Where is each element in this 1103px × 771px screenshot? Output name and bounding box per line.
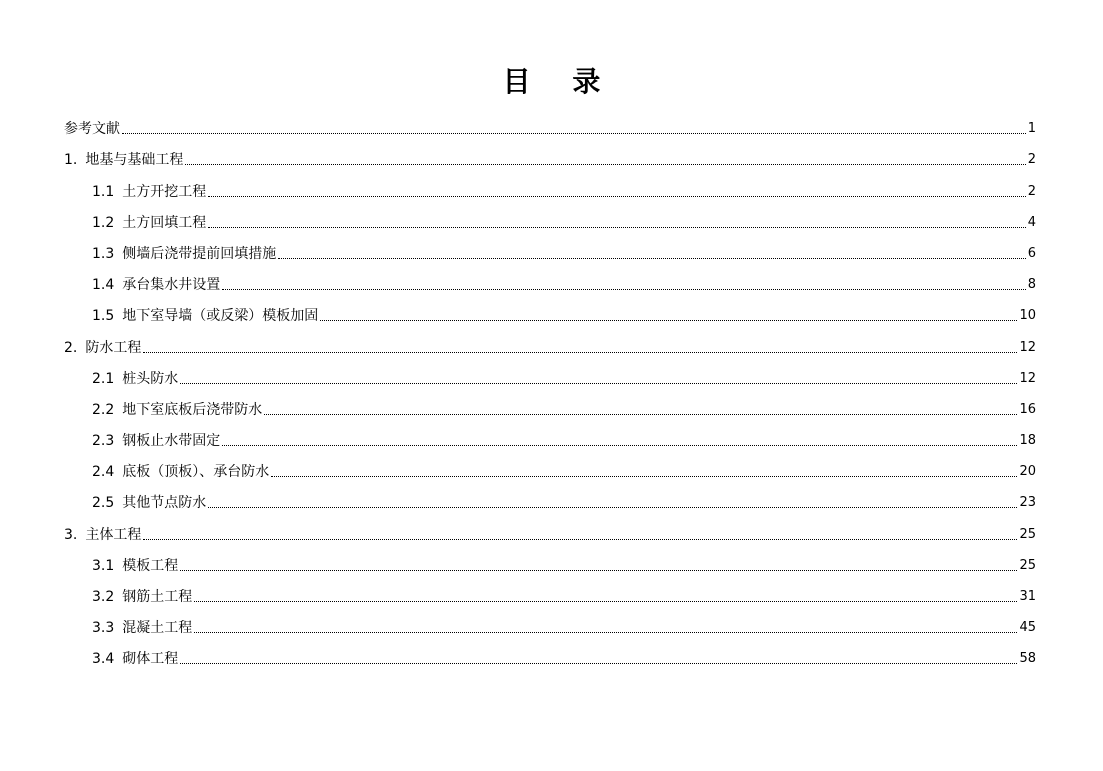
toc-entry-label: [92, 245, 276, 263]
toc-section-number: 1.3: [92, 245, 115, 262]
toc-entry-text: 土方开挖工程: [122, 183, 207, 200]
toc-leader-dots: [185, 164, 1025, 165]
toc-leader-dots: [208, 196, 1025, 197]
toc-entry-label: [92, 432, 220, 450]
toc-entry-label: [92, 650, 178, 668]
toc-leader-dots: [180, 383, 1017, 384]
toc-entry-text: 钢筋土工程: [122, 589, 193, 605]
toc-entry-text: 参考文献: [64, 121, 120, 138]
toc-page-number: 45: [1019, 620, 1036, 636]
toc-page-number: 18: [1019, 433, 1036, 449]
toc-section-number: 1.4: [92, 277, 115, 294]
toc-entry-text: 防水工程: [85, 339, 142, 356]
toc-page-number: 58: [1019, 651, 1036, 667]
toc-entry-text: 桩头防水: [122, 370, 179, 387]
toc-entry[interactable]: [64, 512, 1036, 543]
toc-entry-label: [64, 526, 141, 544]
toc-page-number: 20: [1019, 464, 1036, 480]
toc-leader-dots: [222, 289, 1025, 290]
toc-leader-dots: [208, 507, 1017, 508]
toc-entry[interactable]: [64, 637, 1036, 668]
toc-section-number: 1.5: [92, 308, 115, 325]
toc-entry[interactable]: [64, 544, 1036, 575]
toc-section-number: 3.: [64, 526, 78, 543]
toc-entry-label: [92, 494, 206, 512]
toc-entry[interactable]: [64, 138, 1036, 169]
toc-leader-dots: [264, 414, 1017, 415]
toc-leader-dots: [271, 476, 1017, 477]
toc-entry-text: 承台集水井设置: [122, 277, 221, 294]
toc-entry[interactable]: [64, 107, 1036, 138]
toc-section-number: 3.3: [92, 620, 115, 637]
toc-section-number: 2.3: [92, 433, 115, 450]
toc-entry[interactable]: [64, 294, 1036, 325]
toc-entry-text: 主体工程: [85, 526, 142, 543]
toc-page-number: 12: [1019, 339, 1036, 355]
toc-entry[interactable]: [64, 419, 1036, 450]
toc-entry-text: 地下室导墙（或反梁）模板加固: [122, 308, 319, 325]
toc-page-number: 31: [1019, 589, 1036, 604]
toc-leader-dots: [278, 258, 1025, 259]
toc-entry[interactable]: [64, 232, 1036, 263]
toc-page-number: 23: [1019, 495, 1036, 511]
toc-entry-text: 地下室底板后浇带防水: [122, 401, 263, 418]
toc-entry-label: [64, 120, 120, 138]
toc-leader-dots: [143, 352, 1017, 353]
toc-page-number: 4: [1027, 214, 1036, 230]
toc-leader-dots: [222, 445, 1017, 446]
toc-page-number: 12: [1019, 370, 1036, 386]
toc-entry-text: 砌体工程: [122, 651, 179, 668]
toc-page-number: 2: [1027, 183, 1036, 199]
toc-entry-text: 其他节点防水: [122, 495, 207, 512]
toc-entry-label: [92, 619, 192, 637]
toc-entry[interactable]: [64, 357, 1036, 388]
toc-entry[interactable]: [64, 169, 1036, 200]
toc-entry-text: 底板（顶板）、承台防水: [122, 464, 270, 481]
toc-entry-label: [92, 183, 206, 201]
toc-entry-text: 地基与基础工程: [85, 152, 184, 169]
toc-section-number: 3.1: [92, 557, 115, 574]
toc-entry[interactable]: [64, 388, 1036, 419]
toc-entry-label: [92, 307, 318, 325]
toc-entry[interactable]: [64, 325, 1036, 356]
toc-entry[interactable]: [64, 201, 1036, 232]
toc-section-number: 2.1: [92, 370, 115, 387]
toc-entry[interactable]: [64, 481, 1036, 512]
toc-entry[interactable]: [64, 450, 1036, 481]
toc-entry-label: [92, 588, 192, 606]
toc-section-number: 2.5: [92, 495, 115, 512]
toc-entry[interactable]: [64, 263, 1036, 294]
toc-entry-text: 模板工程: [122, 557, 179, 574]
toc-page-number: 25: [1019, 526, 1036, 542]
toc-entry[interactable]: [64, 606, 1036, 637]
toc-leader-dots: [180, 663, 1017, 664]
toc-section-number: 1.1: [92, 183, 115, 200]
toc-page-number: 25: [1019, 557, 1036, 573]
toc-entry-label: [92, 557, 178, 575]
toc-section-number: 2.: [64, 339, 78, 356]
toc-entry-label: [92, 276, 220, 294]
toc-section-number: 2.2: [92, 401, 115, 418]
toc-section-number: 2.4: [92, 464, 115, 481]
toc-entry-text: 混凝土工程: [122, 620, 193, 637]
toc-page-number: 16: [1019, 401, 1036, 417]
toc-page-number: 6: [1027, 245, 1036, 261]
toc-entry-label: [92, 214, 206, 232]
toc-page-number: 1: [1027, 121, 1036, 137]
toc-leader-dots: [143, 539, 1017, 540]
toc-entry-text: 侧墙后浇带提前回填措施: [122, 245, 277, 262]
toc-leader-dots: [122, 133, 1026, 134]
toc-page-number: 8: [1027, 277, 1036, 293]
toc-entry-label: [92, 401, 262, 419]
toc-section-number: 3.2: [92, 589, 115, 605]
toc-entry-label: [92, 370, 178, 388]
toc-leader-dots: [208, 227, 1025, 228]
toc-entry-label: [92, 463, 269, 481]
toc-section-number: 3.4: [92, 651, 115, 668]
toc-entry-text: 钢板止水带固定: [122, 433, 221, 450]
toc-leader-dots: [194, 601, 1017, 602]
toc-page-number: 10: [1019, 308, 1036, 324]
toc-section-number: 1.: [64, 152, 78, 169]
toc-entry-label: [64, 151, 183, 169]
toc-entry-text: 土方回填工程: [122, 214, 207, 231]
table-of-contents: [64, 107, 1036, 668]
toc-leader-dots: [180, 570, 1017, 571]
toc-entry-label: [64, 339, 141, 357]
toc-page-number: 2: [1027, 152, 1036, 168]
page-title: 目 录: [502, 65, 617, 98]
toc-leader-dots: [194, 632, 1017, 633]
toc-leader-dots: [320, 320, 1017, 321]
toc-entry[interactable]: [64, 575, 1036, 606]
toc-section-number: 1.2: [92, 214, 115, 231]
